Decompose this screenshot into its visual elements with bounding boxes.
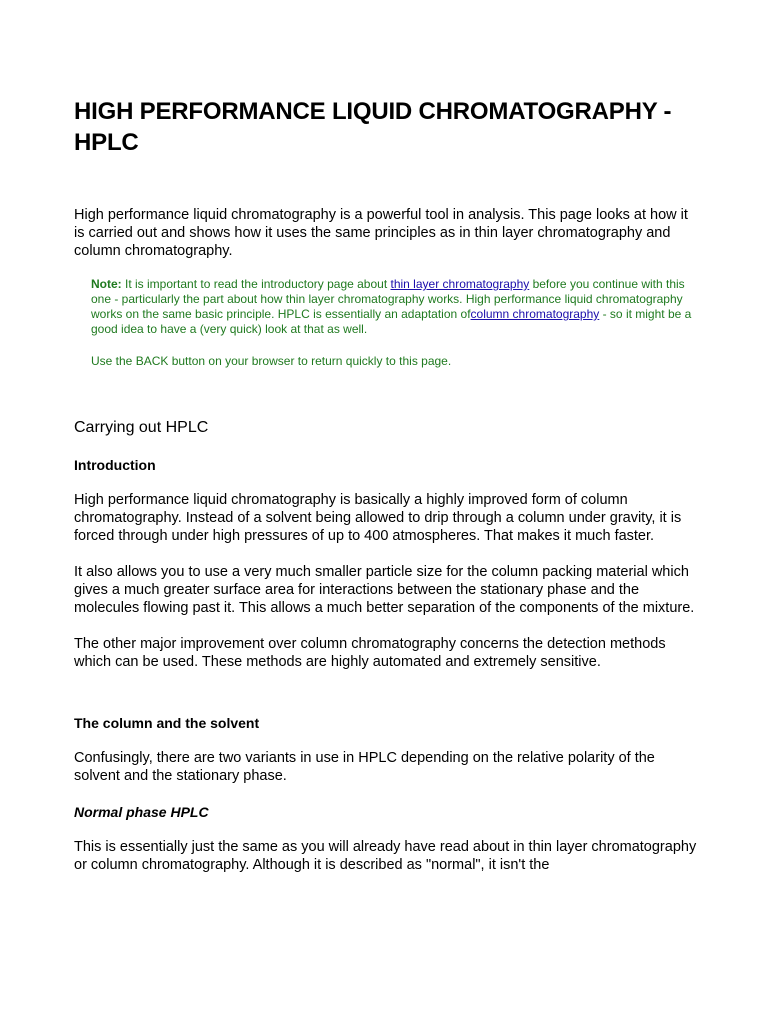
thin-layer-chromatography-link[interactable]: thin layer chromatography	[390, 277, 530, 291]
subheading-normal-phase-hplc: Normal phase HPLC	[74, 804, 209, 820]
note-paragraph	[91, 277, 698, 337]
column-chromatography-link[interactable]: column chromatography	[470, 307, 600, 321]
page-title-line2: HPLC	[74, 129, 139, 156]
note-text-between: before you continue with this one - particularly the part about how thin layer chromatography works. High performance liquid chromatography works on the same basic principle. HPLC is essentially an adaptation of	[91, 277, 685, 321]
note-text-after: - so it might be a good idea to have a (very quick) look at that as well.	[91, 307, 692, 336]
introduction-paragraph-1: High performance liquid chromatography is basically a highly improved form of column chromatography. Instead of a solvent being allowed to drip through a column under gravity, it is forced through under high pressures of up to 400 atmospheres. That makes it much faster.	[74, 492, 682, 544]
introduction-paragraph-2: It also allows you to use a very much smaller particle size for the column packing material which gives a much greater surface area for interactions between the stationary phase and the molecules flowing past it. This allows a much better separation of the components of the mixture.	[74, 564, 695, 616]
note-text-before: It is important to read the introductory page about	[121, 277, 391, 291]
normal-phase-paragraph: This is essentially just the same as you will already have read about in thin layer chromatography or column chromatography. Although it is described as "normal", it isn't the	[74, 839, 697, 873]
page-title-line1: HIGH PERFORMANCE LIQUID CHROMATOGRAPHY -	[74, 98, 672, 125]
note-back-text: Use the BACK button on your browser to return quickly to this page.	[91, 354, 452, 368]
page-title	[74, 96, 698, 158]
note-box	[91, 277, 698, 369]
subheading-column-and-solvent: The column and the solvent	[74, 715, 260, 731]
column-solvent-paragraph: Confusingly, there are two variants in use in HPLC depending on the relative polarity of the solvent and the stationary phase.	[74, 750, 655, 784]
introduction-paragraph-3: The other major improvement over column chromatography concerns the detection methods which can be used. These methods are highly automated and extremely sensitive.	[74, 636, 666, 670]
subheading-introduction: Introduction	[74, 457, 156, 473]
intro-paragraph: High performance liquid chromatography is a powerful tool in analysis. This page looks at how it is carried out and shows how it uses the same principles as in thin layer chromatography and column chromatography.	[74, 207, 688, 259]
note-label: Note:	[91, 277, 122, 291]
section-heading-carrying-out-hplc: Carrying out HPLC	[74, 419, 209, 436]
